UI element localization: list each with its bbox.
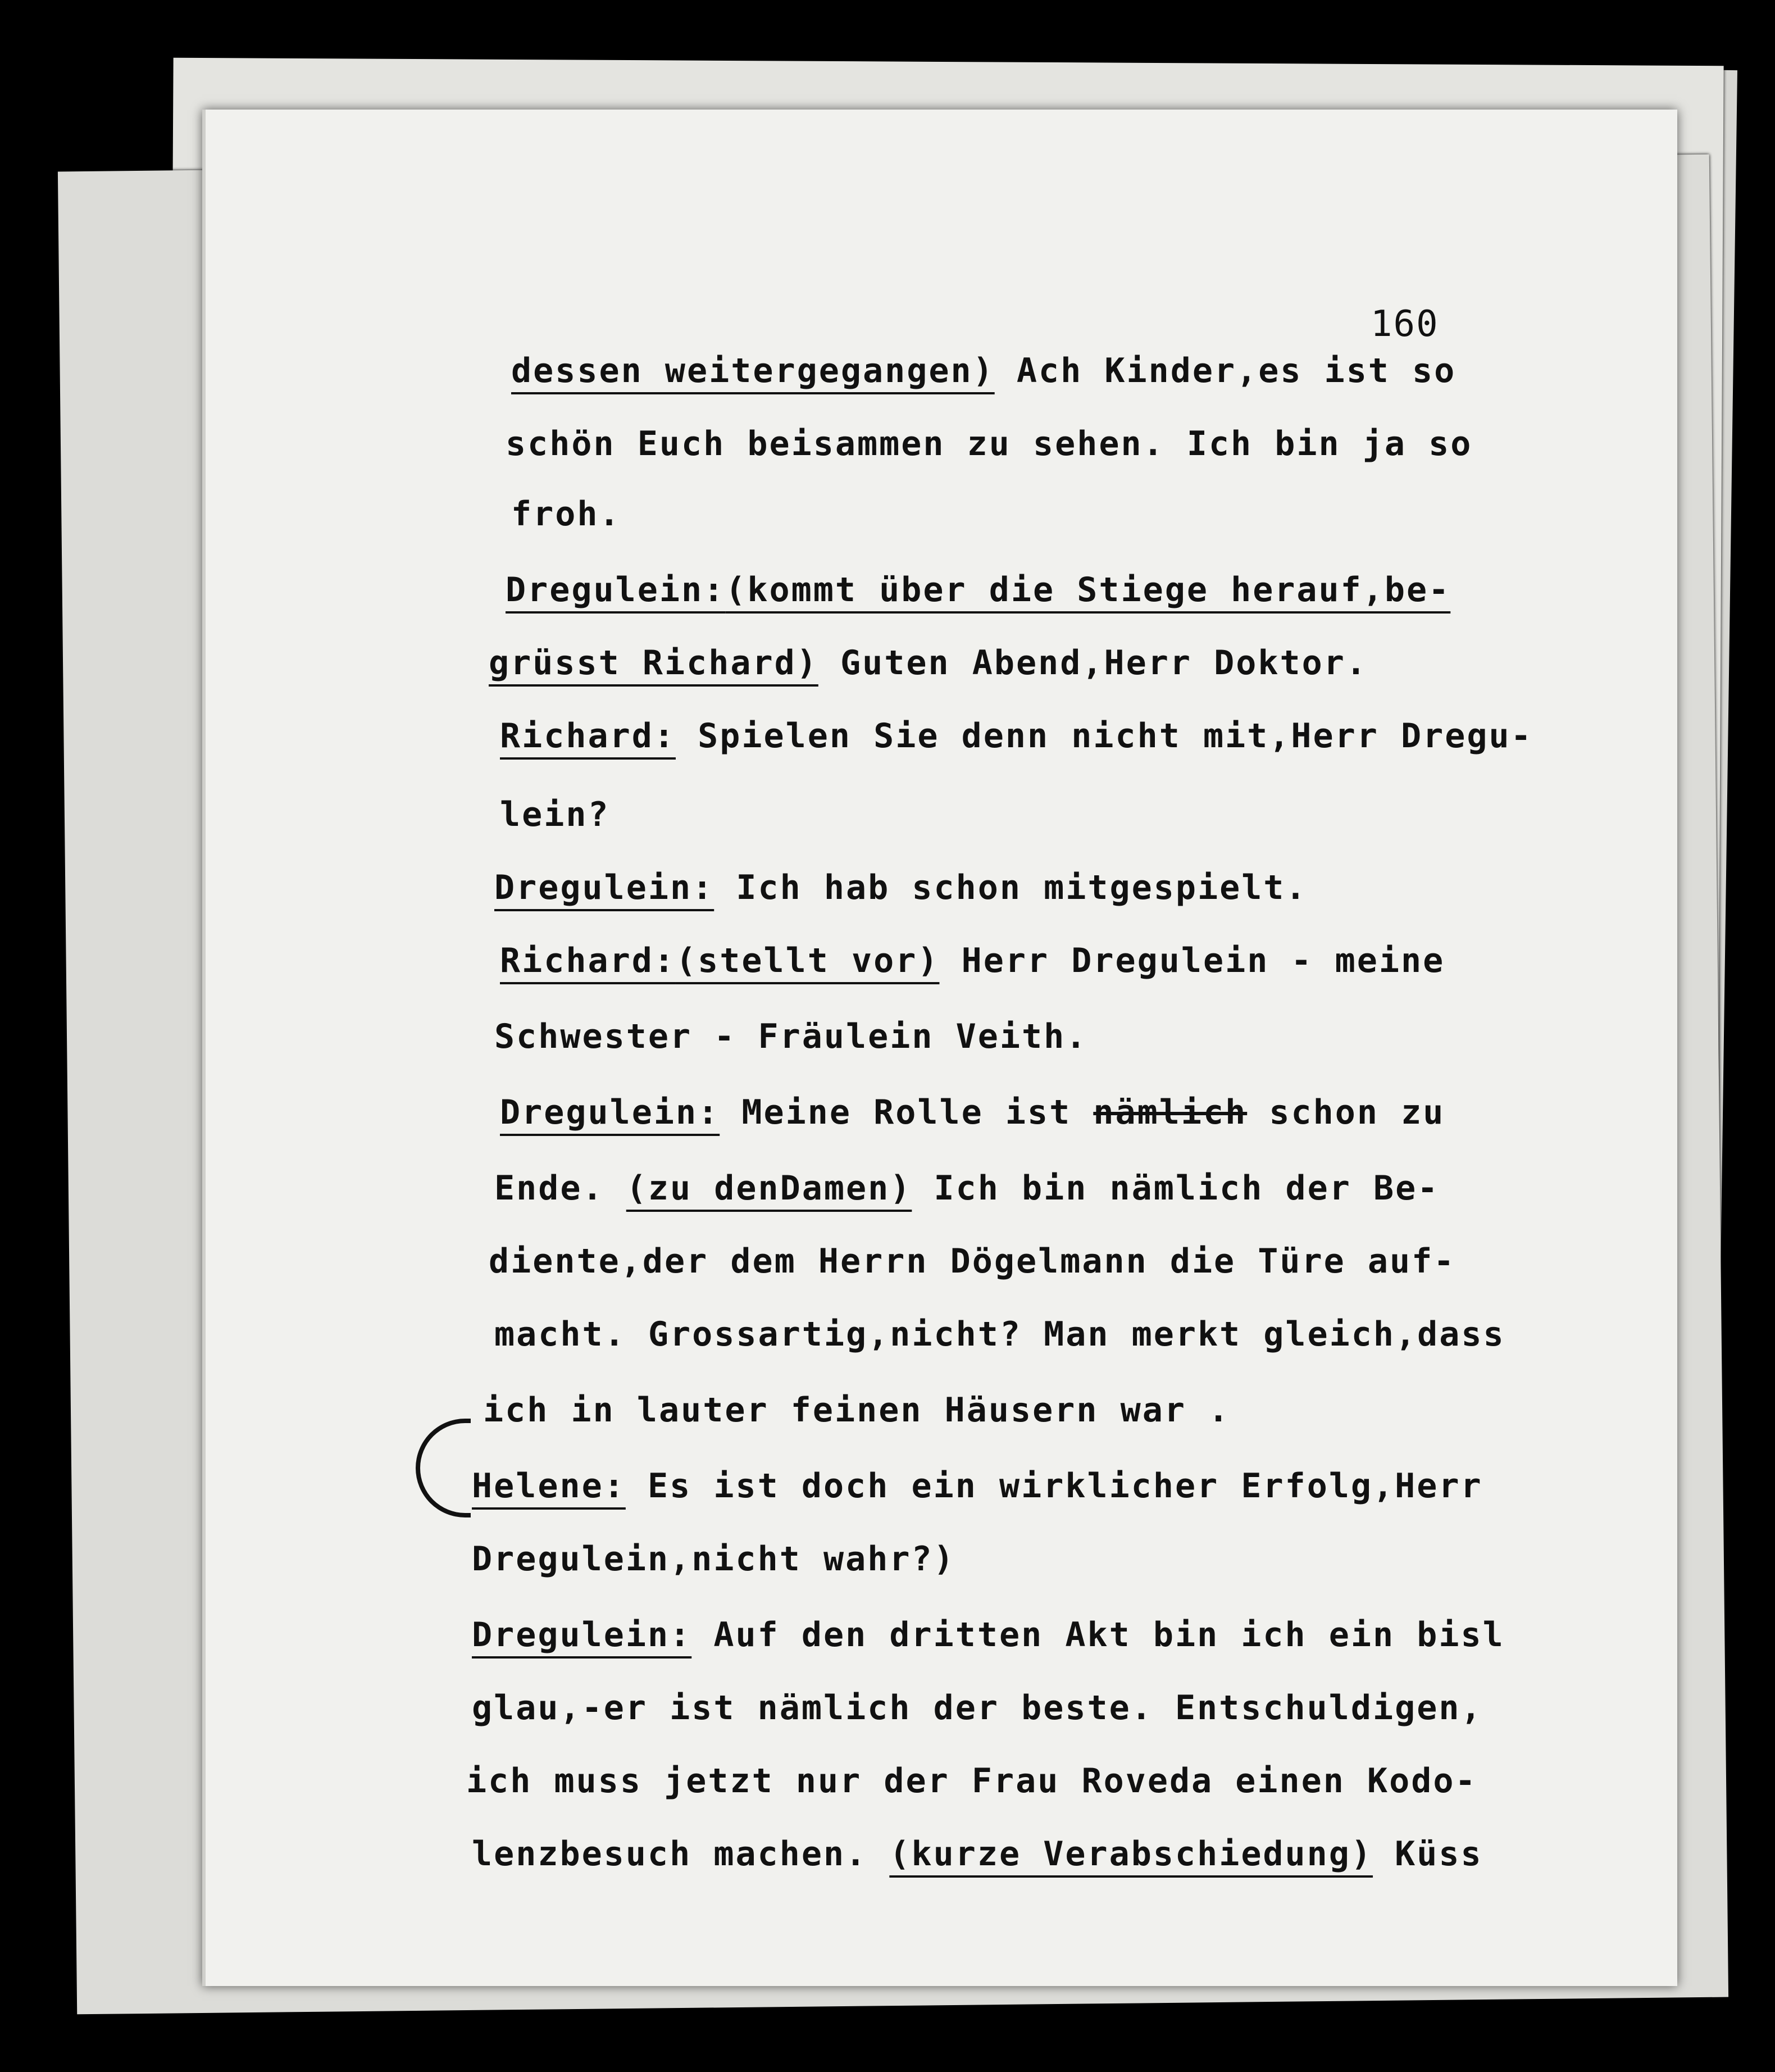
stage-direction: (kurze Verabschiedung) — [889, 1834, 1373, 1874]
speaker-name: Richard: — [500, 716, 676, 756]
dialogue-text: ich in lauter feinen Häusern war . — [483, 1391, 1231, 1430]
text-line — [472, 1612, 1505, 1657]
dialogue-text: Auf den dritten Akt bin ich ein bisl — [691, 1615, 1505, 1655]
text-line — [472, 1537, 955, 1582]
page-number: 160 — [1371, 303, 1439, 345]
dialogue-text: Dregulein,nicht wahr?) — [472, 1539, 955, 1579]
stage-direction: (zu denDamen) — [626, 1169, 912, 1208]
text-line — [483, 1388, 1230, 1433]
speaker-name: Dregulein: — [472, 1615, 692, 1655]
text-line — [500, 938, 1445, 983]
text-line — [511, 492, 621, 537]
text-line — [466, 1759, 1477, 1803]
speaker-name: Helene: — [472, 1466, 626, 1506]
text-line — [500, 792, 610, 837]
stage-direction: (kommt über die Stiege herauf,be- — [725, 570, 1451, 610]
dialogue-text: diente,der dem Herrn Dögelmann die Türe auf- — [489, 1242, 1456, 1281]
dialogue-text: ich muss jetzt nur der Frau Roveda einen Kodo- — [466, 1761, 1477, 1801]
dialogue-text: macht. Grossartig,nicht? Man merkt gleich,dass — [494, 1315, 1505, 1354]
text-line — [472, 1832, 1483, 1876]
stage-direction: dessen weitergegangen) — [511, 351, 995, 390]
dialogue-text: Ende. — [494, 1169, 626, 1208]
dialogue-text: Herr Dregulein - meine — [939, 941, 1445, 980]
dialogue-text: Meine Rolle ist — [720, 1093, 1094, 1132]
dialogue-text: glau,-er ist nämlich der beste. Entschuldigen, — [472, 1688, 1483, 1728]
dialogue-text: Es ist doch ein wirklicher Erfolg,Herr — [625, 1466, 1483, 1506]
stage-direction: (stellt vor) — [675, 941, 940, 980]
dialogue-text: Ach Kinder,es ist so — [994, 351, 1457, 390]
dialogue-text: Ich hab schon mitgespielt. — [714, 868, 1308, 907]
dialogue-text: Guten Abend,Herr Doktor. — [818, 643, 1368, 683]
text-line — [494, 865, 1308, 910]
dialogue-text: Spielen Sie denn nicht mit,Herr Dregu- — [675, 716, 1533, 756]
dialogue-text: Küss — [1373, 1834, 1483, 1874]
text-line — [494, 1312, 1505, 1357]
stage-direction: grüsst Richard) — [489, 643, 818, 683]
text-line — [506, 421, 1472, 466]
dialogue-text: lein? — [500, 795, 610, 834]
speaker-name: Dregulein: — [506, 570, 726, 610]
dialogue-text: Ich bin nämlich der Be- — [912, 1169, 1440, 1208]
dialogue-text: schön Euch beisammen zu sehen. Ich bin ja so — [506, 424, 1473, 464]
text-line — [511, 348, 1456, 393]
text-line — [472, 1685, 1483, 1730]
text-line — [506, 567, 1450, 612]
text-line — [489, 1239, 1455, 1284]
dialogue-text: Schwester - Fräulein Veith. — [494, 1017, 1088, 1056]
text-line — [500, 714, 1533, 758]
speaker-name: Dregulein: — [494, 868, 714, 907]
text-line — [494, 1166, 1439, 1211]
text-line — [494, 1014, 1087, 1059]
struck-word: nämlich — [1093, 1093, 1248, 1132]
speaker-name: Richard: — [500, 941, 676, 980]
dialogue-text: lenzbesuch machen. — [472, 1834, 890, 1874]
speaker-name: Dregulein: — [500, 1093, 720, 1132]
text-line — [500, 1090, 1445, 1135]
text-line — [489, 640, 1368, 685]
dialogue-text: froh. — [511, 494, 621, 534]
dialogue-text: schon zu — [1247, 1093, 1445, 1132]
text-line — [472, 1464, 1483, 1508]
